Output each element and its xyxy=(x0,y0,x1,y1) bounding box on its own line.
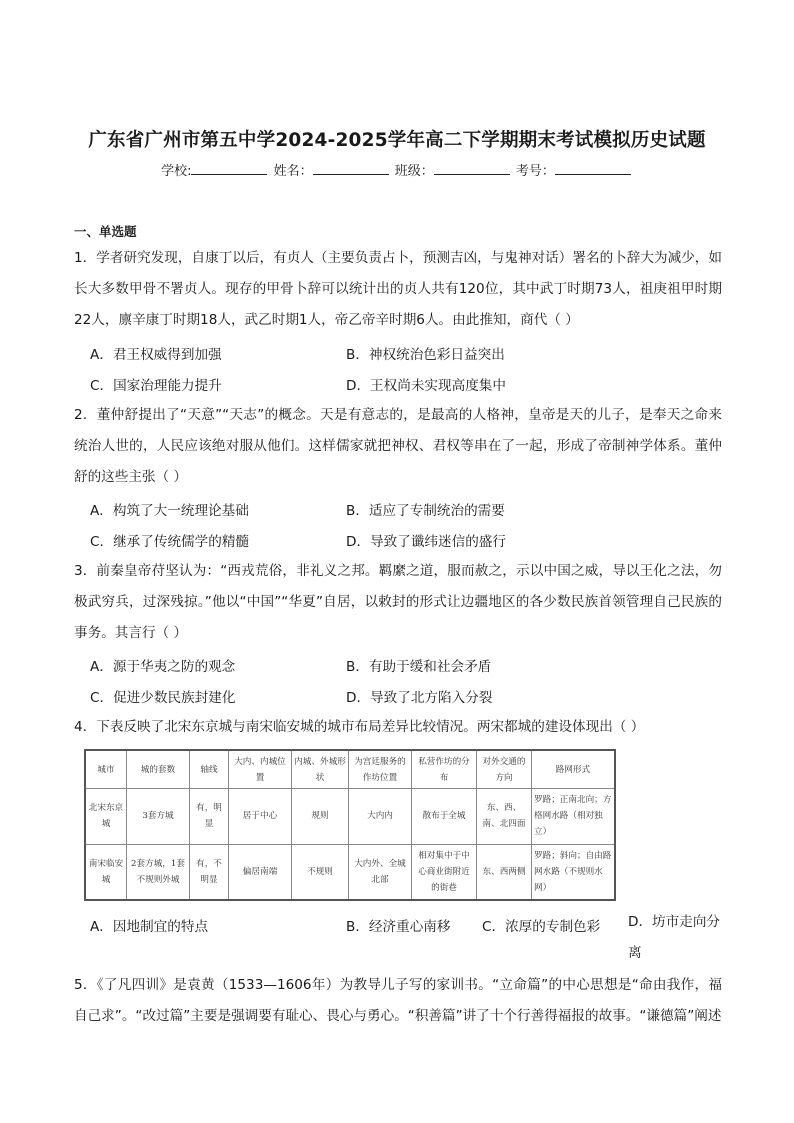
table-row xyxy=(85,789,615,844)
student-info-line xyxy=(0,160,794,179)
exam-number-blank[interactable] xyxy=(555,162,631,175)
table-cell: 有，不明显 xyxy=(190,844,229,900)
question-stem: 2．董仲舒提出了“天意”“天志”的概念。天是有意志的，是最高的人格神，皇帝是天的儿子，是奉天之命来统治人世的，人民应该绝对服从他们。这样儒家就把神权、君权等串在了一起，形成了帝制神学体系。董仲舒的这些主张（ ） xyxy=(74,407,722,485)
table-cell: 3套方城 xyxy=(127,789,190,844)
option-a[interactable]: A．君王权威得到加强 xyxy=(90,347,222,363)
question-3 xyxy=(74,556,722,649)
option-b[interactable]: B．经济重心南移 xyxy=(346,919,451,935)
option-c[interactable]: C．促进少数民族封建化 xyxy=(90,690,236,706)
class-blank[interactable] xyxy=(434,162,510,175)
option-c[interactable]: C．浓厚的专制色彩 xyxy=(482,919,601,935)
question-2 xyxy=(74,400,722,493)
table-cell: 相对集中于中心商业街附近的街巷 xyxy=(412,844,477,900)
option-d[interactable]: D．王权尚未实现高度集中 xyxy=(346,378,506,394)
table-cell: 2套方城，1套不规则外城 xyxy=(127,844,190,900)
city-comparison-table xyxy=(84,749,616,901)
table-cell: 大内外、全城北部 xyxy=(349,844,412,900)
class-label: 班级： xyxy=(394,164,434,179)
option-a[interactable]: A．构筑了大一统理论基础 xyxy=(90,503,249,519)
option-b[interactable]: B．有助于缓和社会矛盾 xyxy=(346,659,492,675)
question-4 xyxy=(74,712,722,743)
option-d-text: D．坊市走向分离 xyxy=(628,914,721,961)
option-d[interactable] xyxy=(628,907,724,969)
exam-number-label: 考号： xyxy=(515,164,555,179)
table-cell: 居于中心 xyxy=(229,789,292,844)
section-heading: 一、单选题 xyxy=(74,224,137,239)
table-header-cell: 轴线 xyxy=(190,750,229,789)
table-cell: 南宋临安城 xyxy=(85,844,127,900)
table-header-cell: 大内、内城位置 xyxy=(229,750,292,789)
table-row xyxy=(85,844,615,900)
table-cell: 规则 xyxy=(292,789,349,844)
table-cell: 东、西两侧 xyxy=(477,844,532,900)
question-5 xyxy=(74,970,722,1032)
table-header-row xyxy=(85,750,615,789)
table-header-cell: 为宫廷服务的作坊位置 xyxy=(349,750,412,789)
option-b[interactable]: B．神权统治色彩日益突出 xyxy=(346,347,505,363)
table-cell: 北宋东京城 xyxy=(85,789,127,844)
option-d[interactable]: D．导致了谶纬迷信的盛行 xyxy=(346,534,506,550)
table-header-cell: 私营作坊的分布 xyxy=(412,750,477,789)
option-a[interactable]: A．源于华夷之防的观念 xyxy=(90,659,236,675)
option-c[interactable]: C．国家治理能力提升 xyxy=(90,378,222,394)
question-stem: 3．前秦皇帝苻坚认为：“西戎荒俗，非礼义之邦。羁縻之道，服而赦之，示以中国之威，导以王化之法，勿极武穷兵，过深残掠。”他以“中国”“华夏”自居，以敕封的形式让边疆地区的各少数民族首领管理自己民族的事务。其言行（ ） xyxy=(74,563,722,641)
school-blank[interactable] xyxy=(191,162,267,175)
table-cell: 散布于全城 xyxy=(412,789,477,844)
option-a[interactable]: A．因地制宜的特点 xyxy=(90,919,209,935)
option-c[interactable]: C．继承了传统儒学的精髓 xyxy=(90,534,250,550)
exam-title: 广东省广州市第五中学2024-2025学年高二下学期期末考试模拟历史试题 xyxy=(88,130,706,151)
question-stem: 5．《了凡四训》是袁黄（1533—1606年）为教导儿子写的家训书。“立命篇”的中心思想是“命由我作，福自己求”。“改过篇”主要是强调要有耻心、畏心与勇心。“积善篇”讲了十个行善得福报的故事。“谦德篇”阐述 xyxy=(74,977,722,1024)
option-b[interactable]: B．适应了专制统治的需要 xyxy=(346,503,505,519)
table-cell: 偏居南端 xyxy=(229,844,292,900)
name-blank[interactable] xyxy=(313,162,389,175)
school-label: 学校: xyxy=(161,164,192,179)
table-header-cell: 路网形式 xyxy=(532,750,616,789)
name-label: 姓名： xyxy=(273,164,313,179)
option-d[interactable]: D．导致了北方陷入分裂 xyxy=(346,690,493,706)
table-cell: 有，明显 xyxy=(190,789,229,844)
table-header-cell: 内城、外城形状 xyxy=(292,750,349,789)
table-cell: 罗路；斜向；自由路网水路（不规则水网） xyxy=(532,844,616,900)
table-cell: 罗路；正南北向；方格网水路（相对独立） xyxy=(532,789,616,844)
question-1 xyxy=(74,243,722,336)
table-header-cell: 城市 xyxy=(85,750,127,789)
table-cell: 东、西、南、北四面 xyxy=(477,789,532,844)
city-comparison-table-wrap xyxy=(84,749,616,901)
question-stem: 4．下表反映了北宋东京城与南宋临安城的城市布局差异比较情况。两宋都城的建设体现出（ ） xyxy=(74,719,645,735)
question-stem: 1．学者研究发现，自康丁以后，有贞人（主要负责占卜，预测吉凶，与鬼神对话）署名的卜辞大为减少，如长大多数甲骨不署贞人。现存的甲骨卜辞可以统计出的贞人共有120位，其中武丁时期73人，祖庚祖甲时期22人，廪辛康丁时期18人，武乙时期1人，帝乙帝辛时期6人。由此推知，商代（ ） xyxy=(74,250,722,328)
table-header-cell: 对外交通的方向 xyxy=(477,750,532,789)
table-cell: 不规则 xyxy=(292,844,349,900)
table-cell: 大内内 xyxy=(349,789,412,844)
table-header-cell: 城的套数 xyxy=(127,750,190,789)
